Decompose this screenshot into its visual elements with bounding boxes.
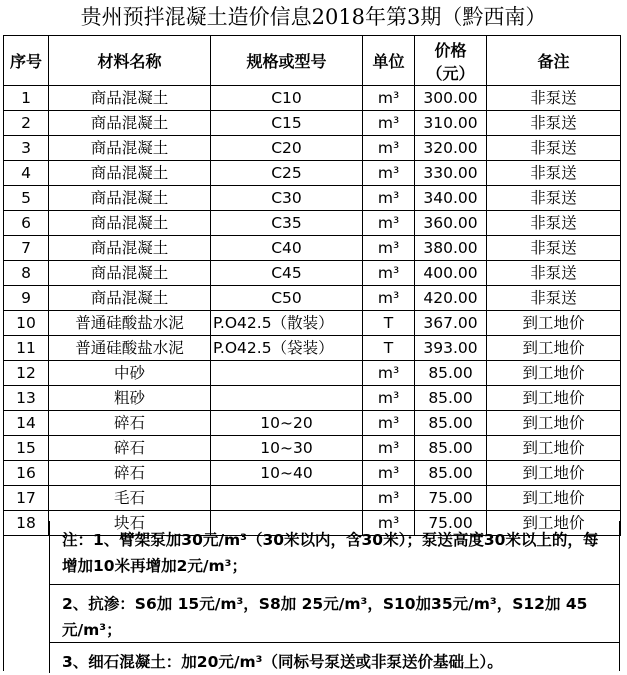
page-title: 贵州预拌混凝土造价信息2018年第3期（黔西南） <box>80 5 547 29</box>
table-row <box>4 311 621 336</box>
table-row <box>4 386 621 411</box>
cell-name: 商品混凝土 <box>49 111 211 136</box>
cell-no: 4 <box>4 161 49 186</box>
cell-name: 碎石 <box>49 461 211 486</box>
cell-unit: T <box>363 336 415 361</box>
cell-unit: m³ <box>363 486 415 511</box>
cell-remark: 到工地价 <box>487 336 621 361</box>
cell-remark: 非泵送 <box>487 261 621 286</box>
cell-no: 13 <box>4 386 49 411</box>
cell-no: 12 <box>4 361 49 386</box>
cell-no: 7 <box>4 236 49 261</box>
notes-section <box>3 521 620 671</box>
cell-price: 310.00 <box>415 111 487 136</box>
cell-no: 1 <box>4 86 49 111</box>
table-row <box>4 186 621 211</box>
table-row <box>4 411 621 436</box>
cell-spec: C15 <box>211 111 363 136</box>
cell-spec: P.O42.5（散装） <box>211 311 363 336</box>
cell-no: 9 <box>4 286 49 311</box>
cell-name: 商品混凝土 <box>49 136 211 161</box>
cell-unit: m³ <box>363 436 415 461</box>
cell-no: 6 <box>4 211 49 236</box>
cell-price: 380.00 <box>415 236 487 261</box>
cell-unit: m³ <box>363 286 415 311</box>
cell-unit: m³ <box>363 161 415 186</box>
cell-price: 360.00 <box>415 211 487 236</box>
note-pump: 注：1、臂架泵加30元/m³（30米以内，含30米）；泵送高度30米以上的，每增加10米再增加2元/m³； <box>49 521 619 585</box>
table-row <box>4 361 621 386</box>
table-header-row <box>4 36 621 86</box>
header-no: 序号 <box>4 36 49 86</box>
cell-price: 300.00 <box>415 86 487 111</box>
cell-spec: P.O42.5（袋装） <box>211 336 363 361</box>
cell-price: 393.00 <box>415 336 487 361</box>
cell-price: 85.00 <box>415 386 487 411</box>
cell-spec <box>211 486 363 511</box>
table-row <box>4 211 621 236</box>
header-remark: 备注 <box>487 36 621 86</box>
cell-unit: T <box>363 311 415 336</box>
cell-name: 商品混凝土 <box>49 211 211 236</box>
cell-remark: 非泵送 <box>487 286 621 311</box>
cell-name: 中砂 <box>49 361 211 386</box>
header-spec: 规格或型号 <box>211 36 363 86</box>
header-name: 材料名称 <box>49 36 211 86</box>
cell-name: 商品混凝土 <box>49 286 211 311</box>
cell-spec: C25 <box>211 161 363 186</box>
cell-no: 10 <box>4 311 49 336</box>
table-row <box>4 136 621 161</box>
cell-unit: m³ <box>363 386 415 411</box>
cell-price: 85.00 <box>415 461 487 486</box>
cell-price: 85.00 <box>415 411 487 436</box>
price-table <box>3 35 621 536</box>
table-row <box>4 161 621 186</box>
cell-no: 14 <box>4 411 49 436</box>
cell-spec <box>211 361 363 386</box>
cell-no: 5 <box>4 186 49 211</box>
cell-name: 普通硅酸盐水泥 <box>49 336 211 361</box>
cell-unit: m³ <box>363 236 415 261</box>
table-row <box>4 436 621 461</box>
cell-name: 普通硅酸盐水泥 <box>49 311 211 336</box>
cell-price: 85.00 <box>415 361 487 386</box>
table-row <box>4 261 621 286</box>
cell-spec: 10~20 <box>211 411 363 436</box>
table-body <box>4 86 621 536</box>
cell-price: 85.00 <box>415 436 487 461</box>
cell-no: 17 <box>4 486 49 511</box>
cell-remark: 非泵送 <box>487 111 621 136</box>
cell-no: 8 <box>4 261 49 286</box>
cell-no: 3 <box>4 136 49 161</box>
cell-spec: C50 <box>211 286 363 311</box>
cell-remark: 非泵送 <box>487 211 621 236</box>
table-row <box>4 236 621 261</box>
cell-name: 商品混凝土 <box>49 261 211 286</box>
cell-unit: m³ <box>363 461 415 486</box>
cell-unit: m³ <box>363 136 415 161</box>
cell-unit: m³ <box>363 186 415 211</box>
cell-remark: 到工地价 <box>487 411 621 436</box>
cell-name: 碎石 <box>49 411 211 436</box>
cell-price: 367.00 <box>415 311 487 336</box>
cell-remark: 到工地价 <box>487 361 621 386</box>
cell-remark: 非泵送 <box>487 136 621 161</box>
cell-no: 11 <box>4 336 49 361</box>
cell-spec: C30 <box>211 186 363 211</box>
cell-remark: 非泵送 <box>487 161 621 186</box>
header-price-line2: （元） <box>426 63 475 83</box>
cell-price: 75.00 <box>415 511 487 536</box>
header-price <box>415 36 487 86</box>
cell-name: 粗砂 <box>49 386 211 411</box>
cell-unit: m³ <box>363 111 415 136</box>
cell-spec: C35 <box>211 211 363 236</box>
cell-spec: C10 <box>211 86 363 111</box>
cell-no: 18 <box>4 511 49 536</box>
cell-remark: 到工地价 <box>487 436 621 461</box>
cell-price: 340.00 <box>415 186 487 211</box>
cell-name: 毛石 <box>49 486 211 511</box>
cell-remark: 非泵送 <box>487 86 621 111</box>
cell-remark: 到工地价 <box>487 486 621 511</box>
cell-remark: 到工地价 <box>487 511 621 536</box>
note-fine-aggregate: 3、细石混凝土：加20元/m³（同标号泵送或非泵送价基础上）。 <box>49 643 619 673</box>
cell-remark: 非泵送 <box>487 236 621 261</box>
cell-remark: 到工地价 <box>487 311 621 336</box>
cell-no: 15 <box>4 436 49 461</box>
cell-spec: C45 <box>211 261 363 286</box>
cell-name: 商品混凝土 <box>49 161 211 186</box>
header-price-line1: 价格 <box>434 40 467 60</box>
cell-remark: 到工地价 <box>487 386 621 411</box>
cell-name: 商品混凝土 <box>49 86 211 111</box>
cell-name: 商品混凝土 <box>49 186 211 211</box>
cell-remark: 非泵送 <box>487 186 621 211</box>
cell-unit: m³ <box>363 261 415 286</box>
cell-spec: 10~40 <box>211 461 363 486</box>
cell-unit: m³ <box>363 411 415 436</box>
cell-unit: m³ <box>363 361 415 386</box>
cell-remark: 到工地价 <box>487 461 621 486</box>
cell-price: 330.00 <box>415 161 487 186</box>
cell-spec <box>211 386 363 411</box>
table-row <box>4 461 621 486</box>
table-row <box>4 336 621 361</box>
table-row <box>4 486 621 511</box>
cell-price: 400.00 <box>415 261 487 286</box>
cell-price: 420.00 <box>415 286 487 311</box>
header-unit: 单位 <box>363 36 415 86</box>
cell-name: 碎石 <box>49 436 211 461</box>
cell-price: 320.00 <box>415 136 487 161</box>
cell-spec: C40 <box>211 236 363 261</box>
cell-spec: C20 <box>211 136 363 161</box>
table-row <box>4 86 621 111</box>
table-row <box>4 286 621 311</box>
cell-name: 商品混凝土 <box>49 236 211 261</box>
cell-name: 块石 <box>49 511 211 536</box>
cell-no: 2 <box>4 111 49 136</box>
cell-unit: m³ <box>363 211 415 236</box>
note-impermeability: 2、抗渗：S6加 15元/m³，S8加 25元/m³，S10加35元/m³，S12加 45元/m³； <box>49 585 619 643</box>
cell-no: 16 <box>4 461 49 486</box>
table-row <box>4 111 621 136</box>
cell-unit: m³ <box>363 86 415 111</box>
cell-unit: m³ <box>363 511 415 536</box>
cell-spec: 10~30 <box>211 436 363 461</box>
cell-price: 75.00 <box>415 486 487 511</box>
